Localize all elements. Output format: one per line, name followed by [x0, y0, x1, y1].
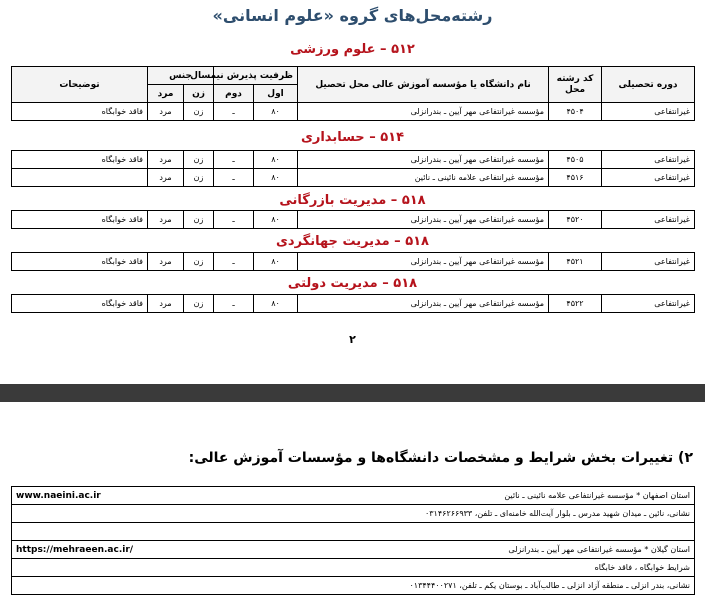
- cell-male: مرد: [148, 295, 184, 313]
- institution-row: [12, 487, 695, 505]
- cell-institution: مؤسسه غیرانتفاعی مهر آیین ـ بندرانزلی: [298, 253, 549, 271]
- cell-code: ۴۵۱۶: [549, 169, 602, 187]
- cell-male: مرد: [148, 169, 184, 187]
- col-capacity: ظرفیت پذیرش نیمسال: [214, 67, 298, 85]
- section2-heading: ۲) تغییرات بخش شرایط و مشخصات دانشگاه‌ها و مؤسسات آموزش عالی:: [188, 450, 693, 466]
- page-number: ۲: [349, 333, 356, 346]
- institution-title: استان گیلان * مؤسسه غیرانتفاعی مهر آیین ـ بندرانزلی: [222, 541, 695, 559]
- col-first: اول: [254, 85, 298, 103]
- col-course-type: دوره تحصیلی: [602, 67, 695, 103]
- institution-title: استان اصفهان * مؤسسه غیرانتفاعی علامه نائینی ـ نائین: [222, 487, 695, 505]
- cell-notes: فاقد خوابگاه: [12, 103, 148, 121]
- col-male: مرد: [148, 85, 184, 103]
- cell-second: ـ: [214, 151, 254, 169]
- institution-address-row: [12, 505, 695, 523]
- cell-code: ۴۵۰۴: [549, 103, 602, 121]
- cell-institution: مؤسسه غیرانتفاعی مهر آیین ـ بندرانزلی: [298, 295, 549, 313]
- institution-conditions: شرایط خوابگاه ، فاقد خابگاه: [12, 559, 695, 577]
- cell-notes: فاقد خوابگاه: [12, 151, 148, 169]
- cell-code: ۴۵۲۲: [549, 295, 602, 313]
- table-row: [12, 151, 695, 169]
- cell-second: ـ: [214, 295, 254, 313]
- table-row: [12, 211, 695, 229]
- institution-address: نشانی، بندر انزلی ـ منطقه آزاد انزلی ـ طالب‌آباد ـ بوستان یکم ـ تلفن، ۰۱۳۴۴۴۰۰۲۷۱: [12, 577, 695, 595]
- col-second: دوم: [214, 85, 254, 103]
- col-institution: نام دانشگاه یا مؤسسه آموزش عالی محل تحصیل: [298, 67, 549, 103]
- col-gender: جنس: [148, 67, 214, 85]
- table-header-row: [12, 67, 695, 85]
- col-notes: توضیحات: [12, 67, 148, 103]
- cell-notes: فاقد خوابگاه: [12, 211, 148, 229]
- cell-first: ۸۰: [254, 211, 298, 229]
- institution-url[interactable]: www.naeini.ac.ir: [12, 487, 222, 505]
- table-row: [12, 103, 695, 121]
- cell-female: زن: [184, 295, 214, 313]
- cell-second: ـ: [214, 253, 254, 271]
- cell-second: ـ: [214, 211, 254, 229]
- cell-female: زن: [184, 151, 214, 169]
- cell-female: زن: [184, 253, 214, 271]
- section-title: ۵۱۸ – مدیریت جهانگردی: [275, 234, 429, 249]
- cell-type: غیرانتفاعی: [602, 151, 695, 169]
- cell-female: زن: [184, 169, 214, 187]
- spacer-cell: [12, 523, 695, 541]
- capacity-table: [11, 210, 695, 229]
- spacer-row: [12, 523, 695, 541]
- cell-code: ۴۵۲۰: [549, 211, 602, 229]
- table-row: [12, 253, 695, 271]
- table-row: [12, 169, 695, 187]
- section-title: ۵۱۸ – مدیریت بازرگانی: [279, 193, 426, 208]
- col-code: کد رشته محل: [549, 67, 602, 103]
- institution-row: [12, 541, 695, 559]
- cell-first: ۸۰: [254, 169, 298, 187]
- institution-url[interactable]: https://mehraeen.ac.ir/: [12, 541, 222, 559]
- cell-code: ۴۵۲۱: [549, 253, 602, 271]
- table-row: [12, 295, 695, 313]
- section-title: ۵۱۴ – حسابداری: [300, 130, 405, 145]
- section-title: ۵۱۸ – مدیریت دولتی: [287, 276, 418, 291]
- cell-female: زن: [184, 211, 214, 229]
- capacity-table: [11, 66, 695, 121]
- cell-female: زن: [184, 103, 214, 121]
- col-female: زن: [184, 85, 214, 103]
- cell-second: ـ: [214, 169, 254, 187]
- cell-type: غیرانتفاعی: [602, 253, 695, 271]
- cell-male: مرد: [148, 151, 184, 169]
- page-title: رشته‌محل‌های گروه «علوم انسانی»: [212, 6, 493, 25]
- cell-type: غیرانتفاعی: [602, 295, 695, 313]
- capacity-table: [11, 294, 695, 313]
- cell-male: مرد: [148, 103, 184, 121]
- cell-first: ۸۰: [254, 103, 298, 121]
- capacity-table: [11, 252, 695, 271]
- cell-code: ۴۵۰۵: [549, 151, 602, 169]
- cell-notes: فاقد خوابگاه: [12, 253, 148, 271]
- cell-notes: [12, 169, 148, 187]
- cell-first: ۸۰: [254, 295, 298, 313]
- page-separator: [0, 384, 705, 402]
- institutions-table: [11, 486, 695, 595]
- cell-first: ۸۰: [254, 151, 298, 169]
- cell-male: مرد: [148, 211, 184, 229]
- cell-type: غیرانتفاعی: [602, 211, 695, 229]
- cell-type: غیرانتفاعی: [602, 103, 695, 121]
- cell-institution: مؤسسه غیرانتفاعی علامه نائینی ـ نائین: [298, 169, 549, 187]
- institution-address: نشانی، نائین ـ میدان شهید مدرس ـ بلوار آیت‌الله خامنه‌ای ـ تلفن، ۰۳۱۴۶۲۶۶۹۳۳: [12, 505, 695, 523]
- institution-conditions-row: [12, 559, 695, 577]
- cell-male: مرد: [148, 253, 184, 271]
- capacity-table: [11, 150, 695, 187]
- institution-address-row: [12, 577, 695, 595]
- cell-institution: مؤسسه غیرانتفاعی مهر آیین ـ بندرانزلی: [298, 151, 549, 169]
- cell-notes: فاقد خوابگاه: [12, 295, 148, 313]
- cell-institution: مؤسسه غیرانتفاعی مهر آیین ـ بندرانزلی: [298, 211, 549, 229]
- cell-first: ۸۰: [254, 253, 298, 271]
- cell-second: ـ: [214, 103, 254, 121]
- cell-type: غیرانتفاعی: [602, 169, 695, 187]
- section-title: ۵۱۲ – علوم ورزشی: [290, 42, 415, 57]
- cell-institution: مؤسسه غیرانتفاعی مهر آیین ـ بندرانزلی: [298, 103, 549, 121]
